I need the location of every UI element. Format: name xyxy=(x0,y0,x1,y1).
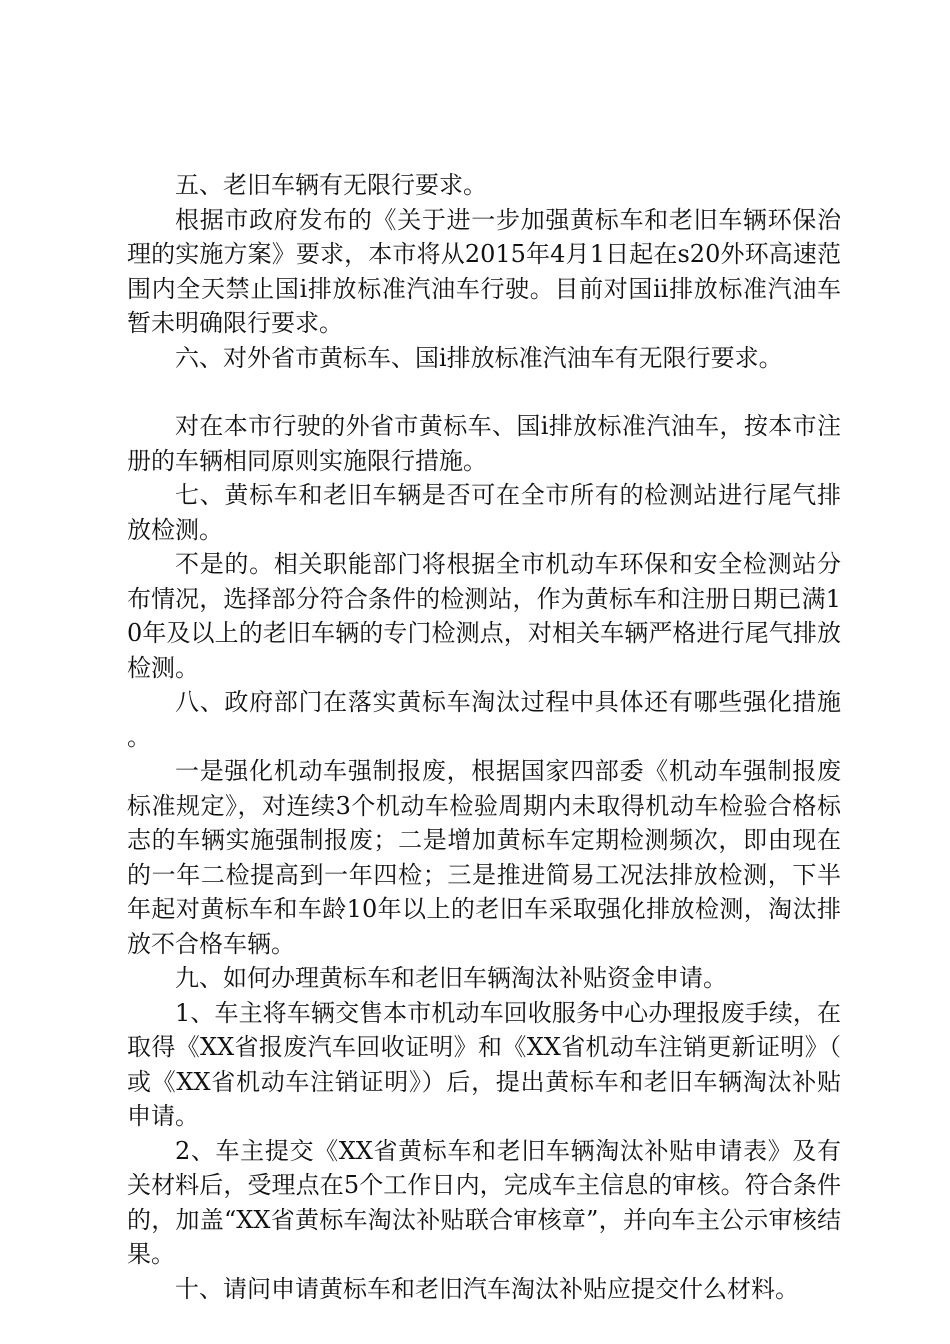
section-body-9-item-2: 2、车主提交《XX省黄标车和老旧车辆淘汰补贴申请表》及有关材料后，受理点在5个工作日内，完成车主信息的审核。符合条件的，加盖“XX省黄标车淘汰补贴联合审核章”，并向车主公示审核结果。 xyxy=(127,1136,841,1268)
section-body-5: 根据市政府发布的《关于进一步加强黄标车和老旧车辆环保治理的实施方案》要求，本市将从2015年4月1日起在s20外环高速范围内全天禁止国i排放标准汽油车行驶。目前对国ii排放标准汽油车暂未明确限行要求。 xyxy=(127,205,841,337)
section-heading-8: 八、政府部门在落实黄标车淘汰过程中具体还有哪些强化措施。 xyxy=(127,688,841,751)
section-heading-10: 十、请问申请黄标车和老旧汽车淘汰补贴应提交什么材料。 xyxy=(175,1274,799,1303)
section-heading-6: 六、对外省市黄标车、国i排放标准汽油车有无限行要求。 xyxy=(175,343,783,372)
section-heading-5: 五、老旧车辆有无限行要求。 xyxy=(175,171,487,199)
section-heading-9: 九、如何办理黄标车和老旧车辆淘汰补贴资金申请。 xyxy=(175,964,727,992)
section-body-8: 一是强化机动车强制报废，根据国家四部委《机动车强制报废标准规定》，对连续3个机动车检验周期内未取得机动车检验合格标志的车辆实施强制报废；二是增加黄标车定期检测频次，即由现在的一年二检提高到一年四检；三是推进简易工况法排放检测，下半年起对黄标车和车龄10年以上的老旧车采取强化排放检测，淘汰排放不合格车辆。 xyxy=(127,757,841,958)
section-body-6: 对在本市行驶的外省市黄标车、国i排放标准汽油车，按本市注册的车辆相同原则实施限行措施。 xyxy=(127,412,841,475)
document-body xyxy=(127,168,841,1306)
section-body-7: 不是的。相关职能部门将根据全市机动车环保和安全检测站分布情况，选择部分符合条件的检测站，作为黄标车和注册日期已满10年及以上的老旧车辆的专门检测点，对相关车辆严格进行尾气排放检测。 xyxy=(127,550,841,682)
section-heading-7: 七、黄标车和老旧车辆是否可在全市所有的检测站进行尾气排放检测。 xyxy=(127,481,841,544)
section-body-9-item-1: 1、车主将车辆交售本市机动车回收服务中心办理报废手续，在取得《XX省报废汽车回收证明》和《XX省机动车注销更新证明》（或《XX省机动车注销证明》）后，提出黄标车和老旧车辆淘汰补贴申请。 xyxy=(127,998,841,1130)
